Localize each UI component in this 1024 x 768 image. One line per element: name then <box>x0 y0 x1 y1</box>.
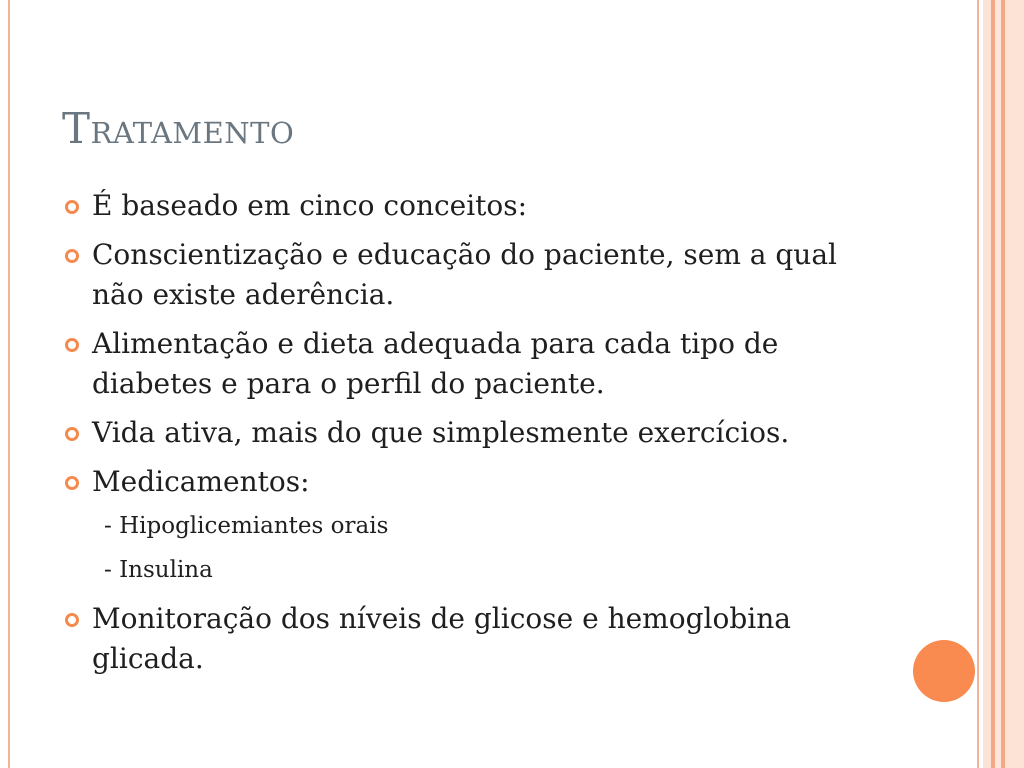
bullet-item <box>62 235 882 315</box>
bullet-circle-icon <box>65 338 79 352</box>
bullet-text: Alimentação e dieta adequada para cada tipo de diabetes e para o perfil do paciente. <box>92 327 779 400</box>
right-stripe <box>983 0 991 768</box>
left-border-line <box>8 0 10 768</box>
bullet-circle-icon <box>65 613 79 627</box>
bullet-text: Monitoração dos níveis de glicose e hemoglobina glicada. <box>92 602 791 675</box>
bullet-item <box>62 413 882 453</box>
bullet-circle-icon <box>65 427 79 441</box>
bullet-item <box>62 324 882 404</box>
bullet-circle-icon <box>65 200 79 214</box>
bullet-text: É baseado em cinco conceitos: <box>92 189 528 222</box>
bullet-circle-icon <box>65 249 79 263</box>
slide-title: Tratamento <box>62 104 295 153</box>
bullet-item <box>62 462 882 502</box>
right-stripe <box>977 0 979 768</box>
bullet-text: Medicamentos: <box>92 465 310 498</box>
bullet-text: Vida ativa, mais do que simplesmente exercícios. <box>92 416 790 449</box>
right-stripe <box>1005 0 1024 768</box>
sub-item: - Hipoglicemiantes orais <box>104 513 389 539</box>
slide-content <box>62 186 882 688</box>
bullet-item <box>62 186 882 226</box>
bullet-text: Conscientização e educação do paciente, sem a qual não existe aderência. <box>92 238 837 311</box>
bullet-circle-icon <box>65 476 79 490</box>
decorative-circle <box>913 640 975 702</box>
bullet-item <box>62 599 882 679</box>
sub-item: - Insulina <box>104 557 213 583</box>
